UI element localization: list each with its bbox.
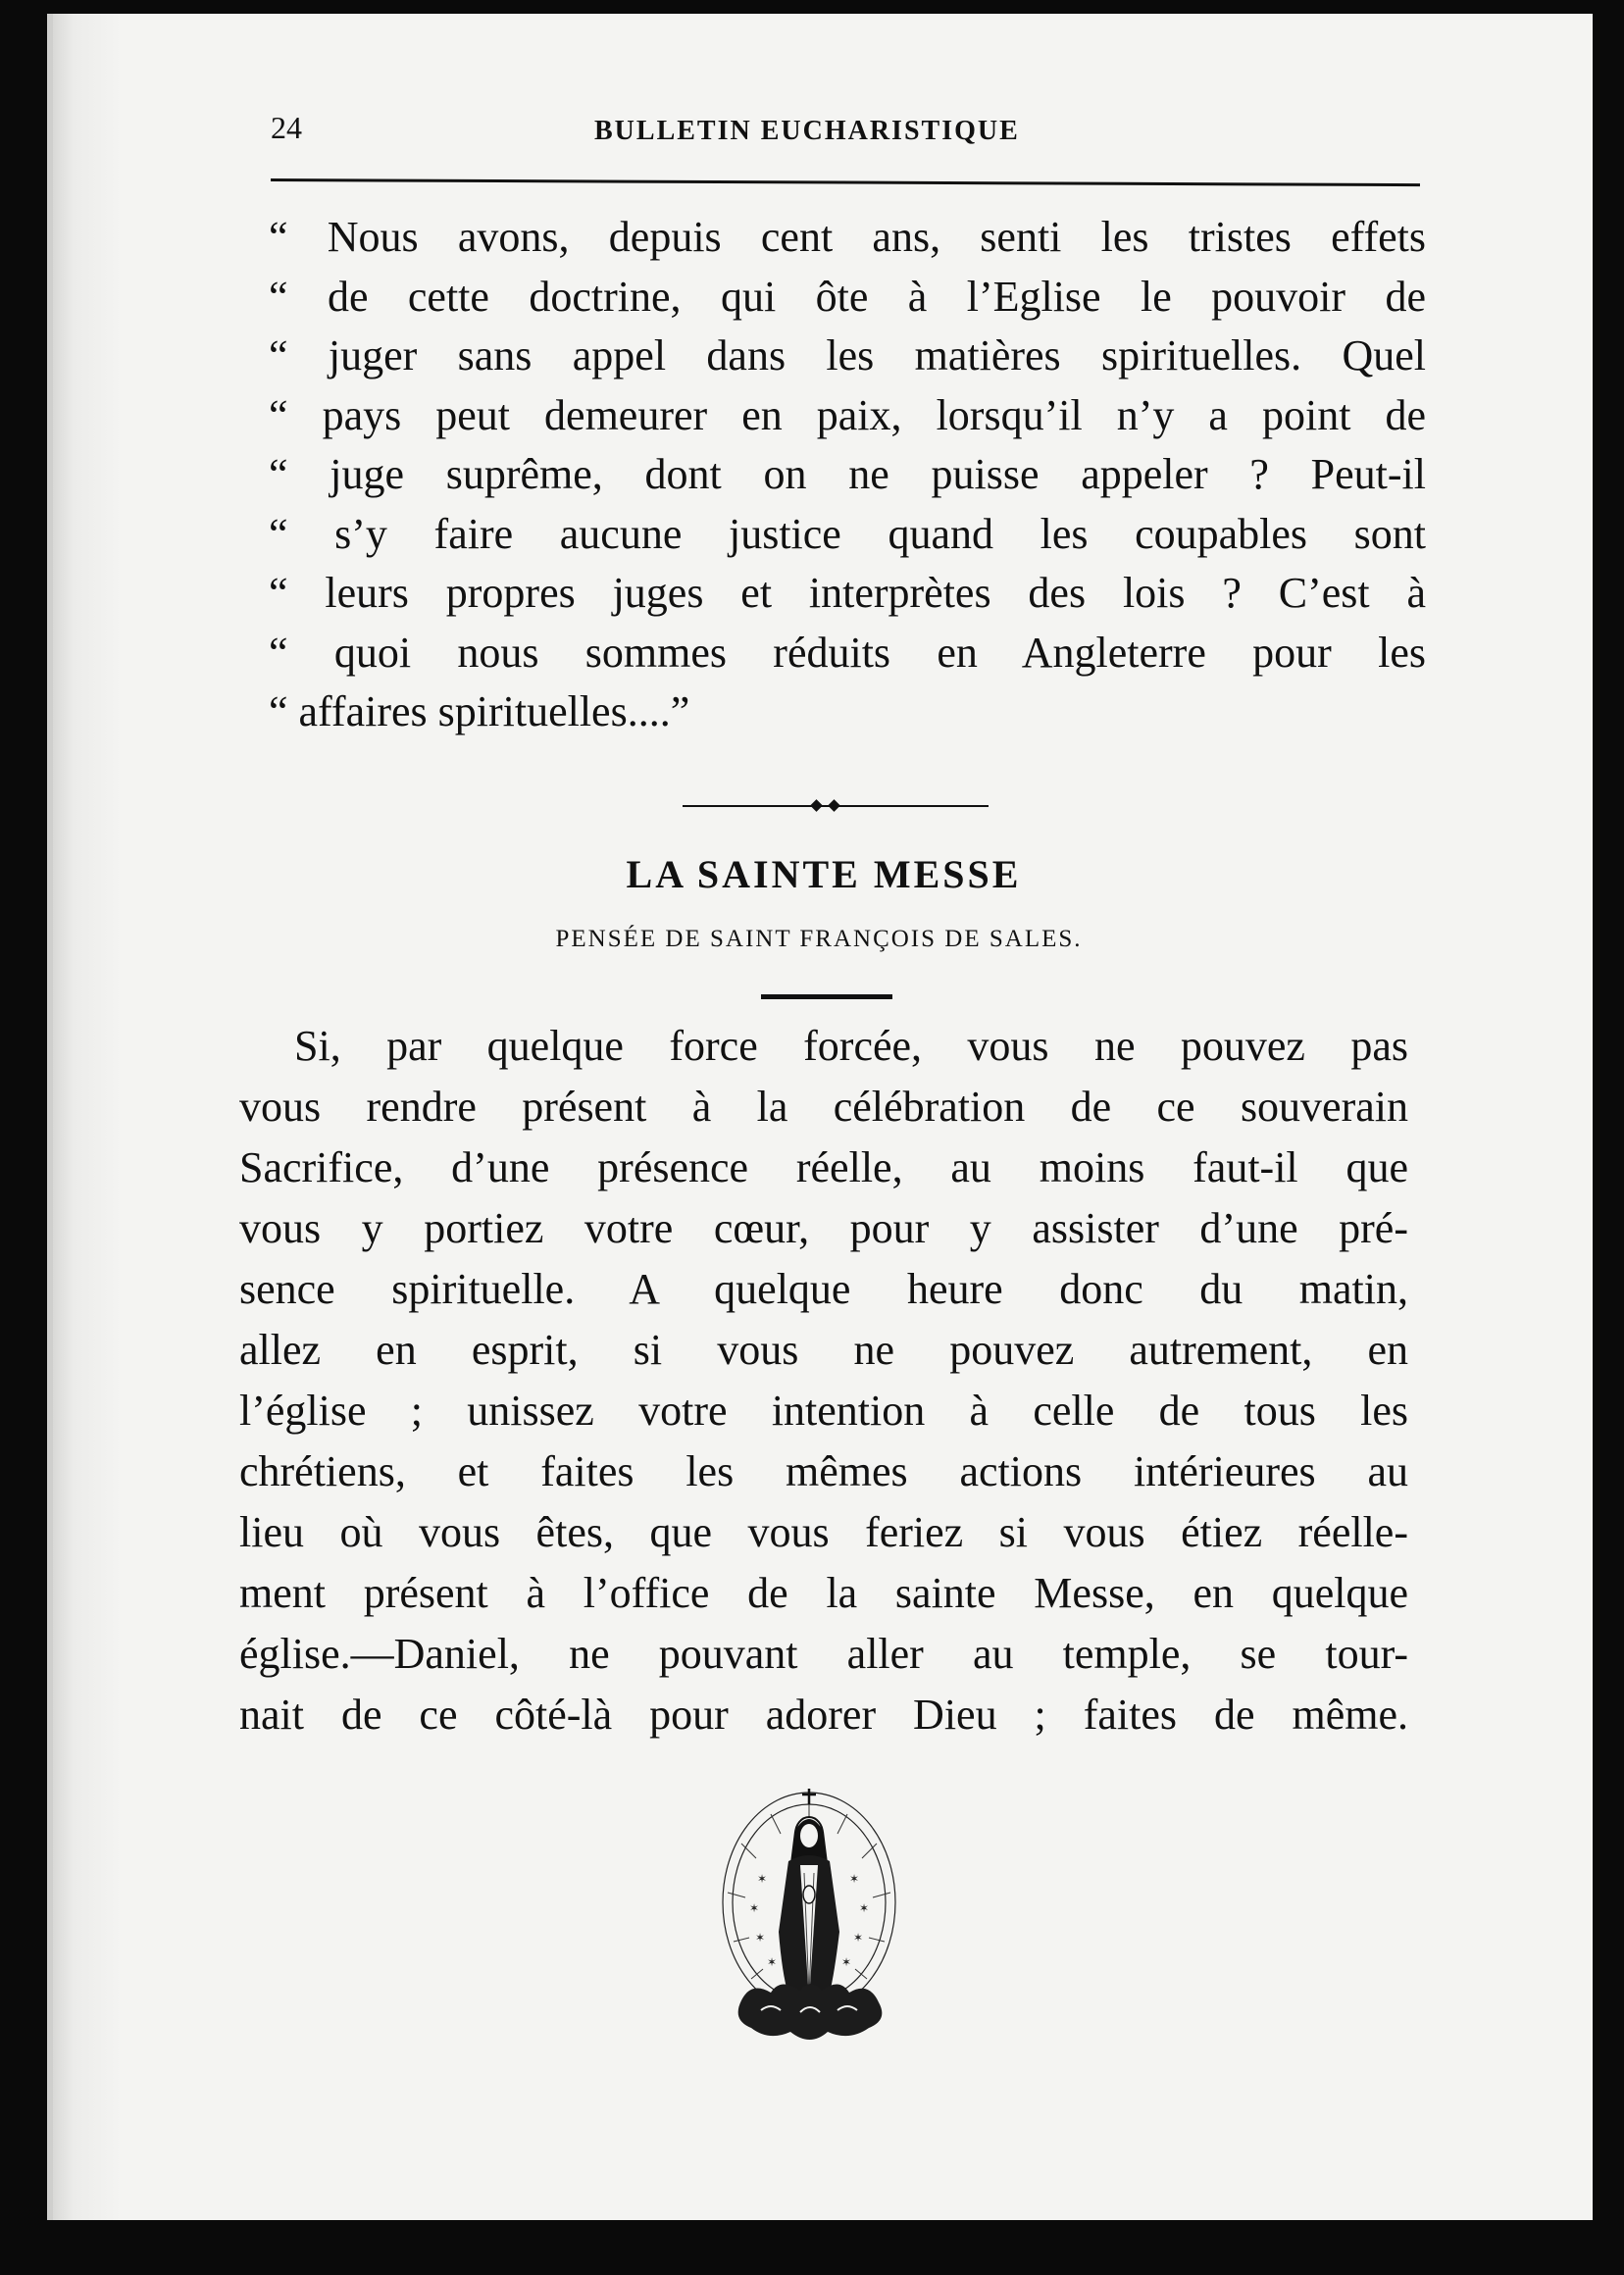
body-line: Si, par quelque force forcée, vous ne pouvez pas: [294, 1022, 1408, 1070]
body-line: Sacrifice, d’une présence réelle, au moins faut-il que: [239, 1143, 1408, 1191]
quote-line: “ juge suprême, dont on ne puisse appeler ? Peut-il: [269, 450, 1426, 498]
quote-paragraph: [269, 208, 1426, 742]
body-line: nait de ce côté-là pour adorer Dieu ; faites de même.: [239, 1691, 1408, 1739]
quote-line: “ s’y faire aucune justice quand les coupables sont: [269, 509, 1426, 558]
section-ornament: [683, 800, 989, 812]
svg-text:✶: ✶: [841, 1955, 852, 1969]
body-line: vous y portiez votre cœur, pour y assister d’une pré-: [239, 1204, 1408, 1252]
section-title: LA SAINTE MESSE: [626, 852, 1022, 896]
quote-line: “ de cette doctrine, qui ôte à l’Eglise le pouvoir de: [269, 272, 1426, 321]
body-line: église.—Daniel, ne pouvant aller au temple, se tour-: [239, 1630, 1408, 1678]
quote-line: “ juger sans appel dans les matières spirituelles. Quel: [269, 331, 1426, 379]
body-line: allez en esprit, si vous ne pouvez autrement, en: [239, 1326, 1408, 1374]
body-line: vous rendre présent à la célébration de ce souverain: [239, 1083, 1408, 1131]
quote-line: “ quoi nous sommes réduits en Angleterre pour les: [269, 628, 1426, 677]
quote-line: “ leurs propres juges et interprètes des lois ? C’est à: [269, 569, 1426, 617]
svg-text:✶: ✶: [849, 1872, 860, 1886]
body-line: chrétiens, et faites les mêmes actions intérieures au: [239, 1447, 1408, 1495]
svg-text:✶: ✶: [757, 1872, 768, 1886]
svg-text:✶: ✶: [755, 1931, 766, 1945]
quote-line: “ affaires spirituelles....”: [269, 687, 690, 735]
body-line: lieu où vous êtes, que vous feriez si vous étiez réelle-: [239, 1508, 1408, 1556]
running-title: BULLETIN EUCHARISTIQUE: [594, 116, 1020, 146]
svg-text:✶: ✶: [767, 1955, 778, 1969]
body-paragraph: [239, 1016, 1408, 1745]
body-line: sence spirituelle. A quelque heure donc du matin,: [239, 1265, 1408, 1313]
section-subtitle: PENSÉE DE SAINT FRANÇOIS DE SALES.: [555, 926, 1083, 952]
svg-text:✶: ✶: [749, 1901, 760, 1915]
madonna-vignette-icon: [712, 1785, 906, 2049]
page-header: [271, 106, 1422, 149]
page-number: 24: [271, 110, 302, 145]
title-rule: [761, 994, 892, 999]
svg-text:✶: ✶: [859, 1901, 870, 1915]
body-line: ment présent à l’office de la sainte Messe, en quelque: [239, 1569, 1408, 1617]
quote-line: “ Nous avons, depuis cent ans, senti les tristes effets: [269, 213, 1426, 261]
quote-line: “ pays peut demeurer en paix, lorsqu’il n’y a point de: [269, 390, 1426, 439]
body-line: l’église ; unissez votre intention à celle de tous les: [239, 1387, 1408, 1435]
svg-text:✶: ✶: [853, 1931, 864, 1945]
